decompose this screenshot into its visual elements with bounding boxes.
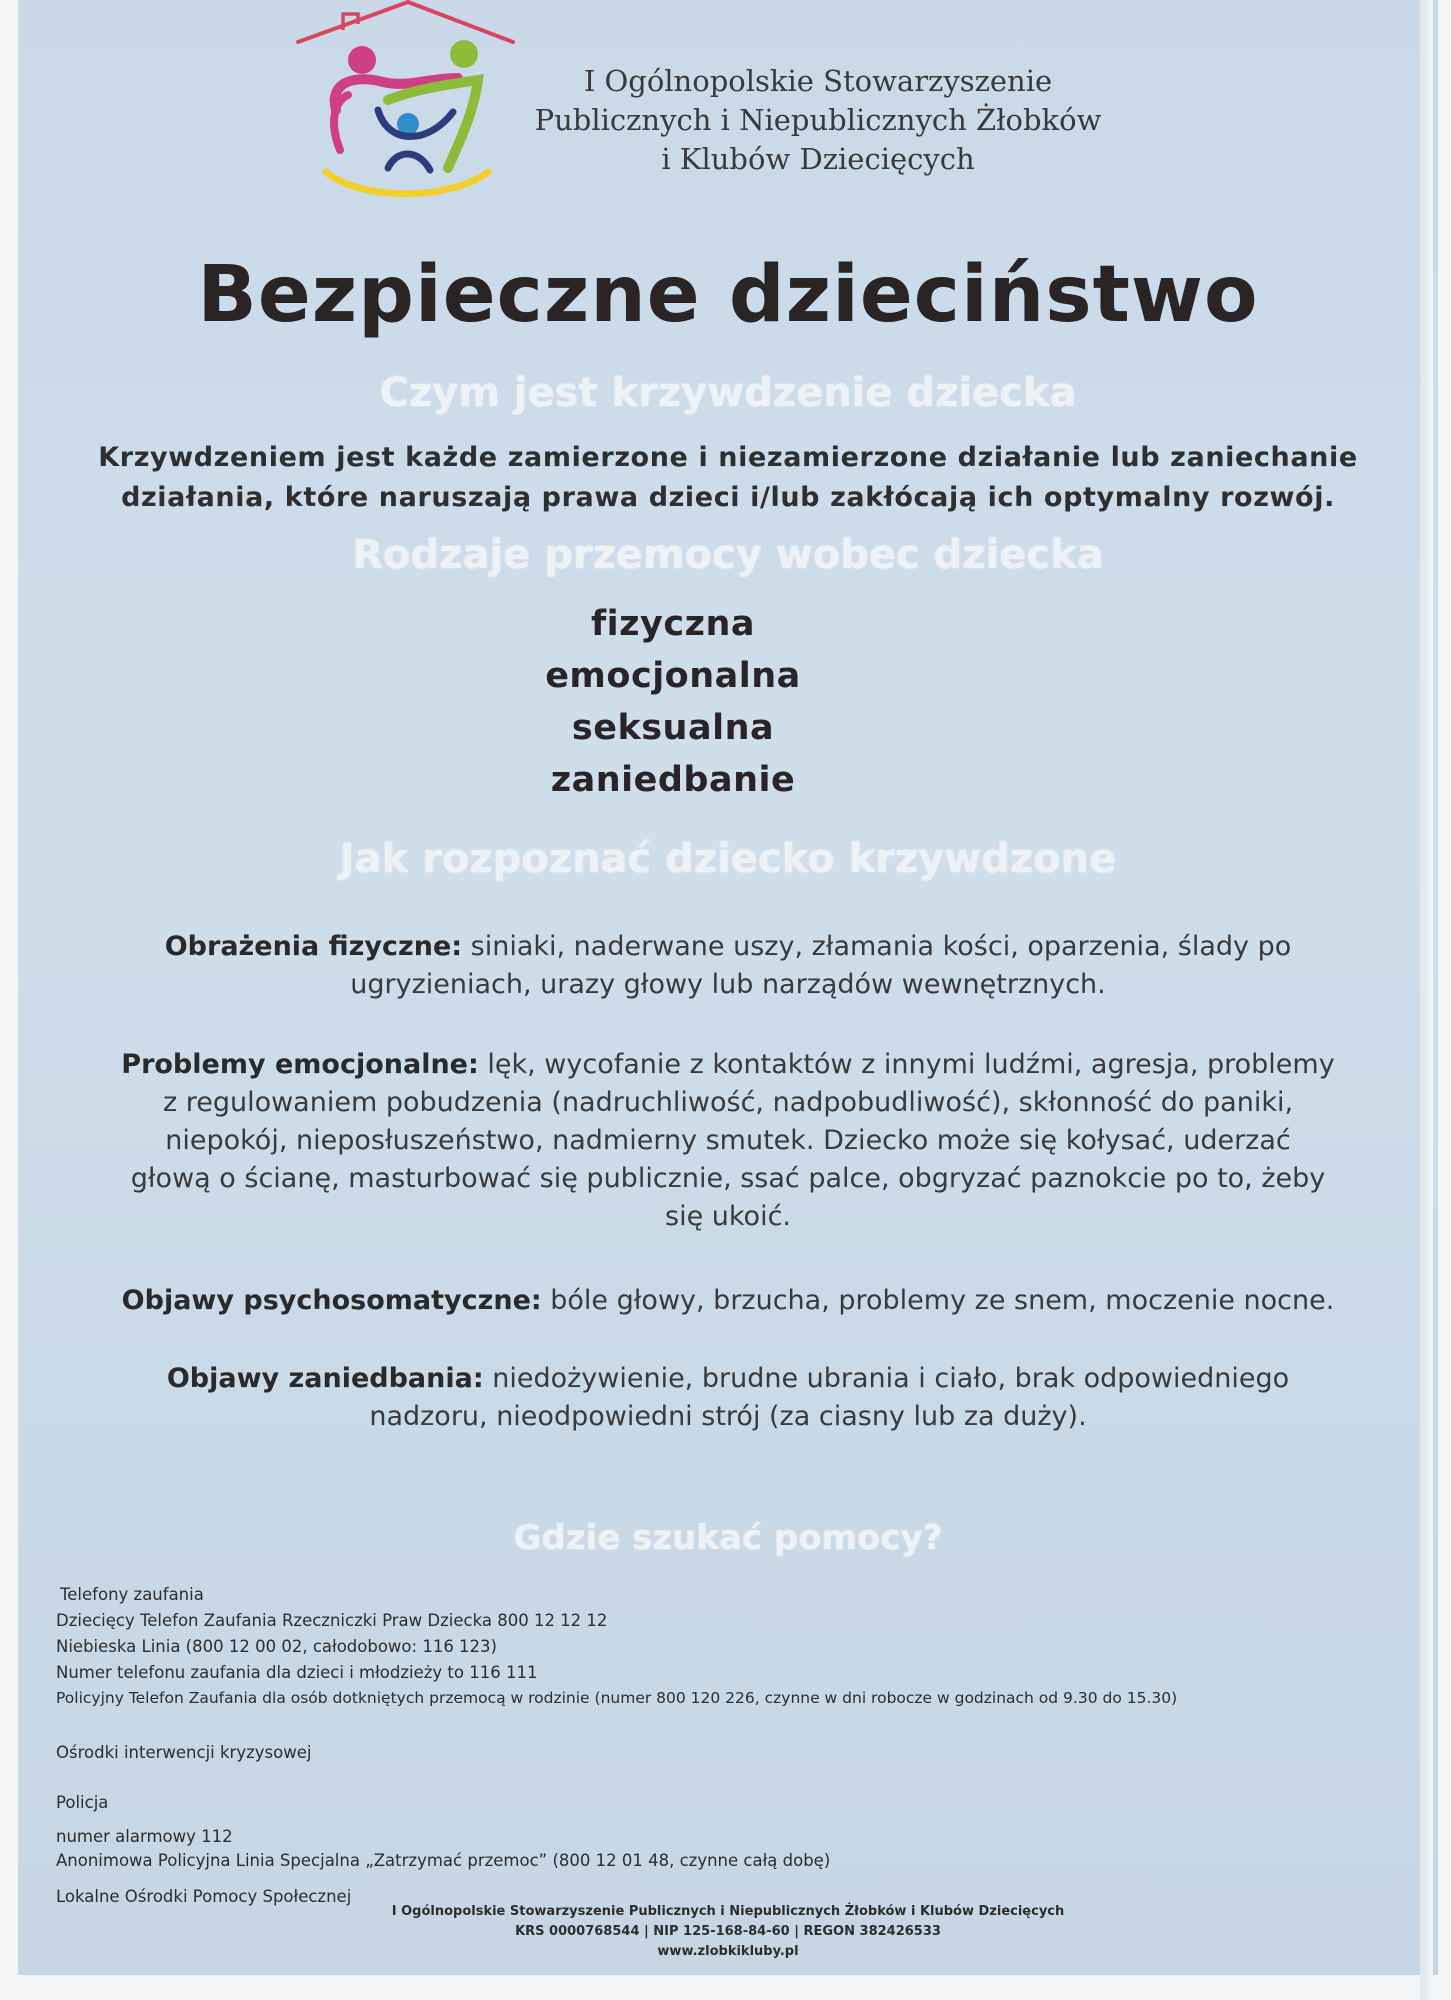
section-heading-types: Rodzaje przemocy wobec dziecka [352, 532, 1104, 578]
footer-website: www.zlobkikluby.pl [657, 1944, 799, 1959]
violence-types-list [18, 598, 1438, 806]
sign-text: lęk, wycofanie z kontaktów z innymi ludźmi, agresja, problemy [478, 1049, 1335, 1080]
sign-line [68, 1046, 1388, 1084]
violence-type-item: zaniedbanie [550, 760, 796, 800]
sign-line: głową o ścianę, masturbować się publicznie, ssać palce, obgryzać paznokcie po to, żeby [130, 1163, 1326, 1194]
section-heading-recognize: Jak rozpoznać dziecko krzywdzone [339, 836, 1117, 882]
sign-psychosomatic [68, 1282, 1388, 1320]
help-line: Numer telefonu zaufania dla dzieci i młodzieży to 116 111 [56, 1663, 538, 1682]
sign-line: z regulowaniem pobudzenia (nadruchliwość, nadpobudliwość), skłonność do paniki, [162, 1087, 1294, 1118]
org-line: i Klubów Dziecięcych [661, 142, 975, 176]
footer-ids: KRS 0000768544 | NIP 125-168-84-60 | REGON 382426533 [515, 1924, 941, 1939]
violence-type-item: fizyczna [590, 604, 756, 644]
org-line: Publicznych i Niepublicznych Żłobków [534, 103, 1102, 137]
sign-text: siniaki, naderwane uszy, złamania kości, oparzenia, ślady po [462, 931, 1292, 962]
sign-line: ugryzieniach, urazy głowy lub narządów wewnętrznych. [350, 969, 1106, 1000]
help-line: Policyjny Telefon Zaufania dla osób dotkniętych przemocą w rodzinie (numer 800 120 226, czynne w dni robocze w godzinach od 9.30 do 15.30) [56, 1689, 1178, 1707]
sign-line [68, 1282, 1388, 1320]
help-line: Ośrodki interwencji kryzysowej [56, 1743, 312, 1762]
sign-line: się ukoić. [665, 1201, 791, 1232]
sign-line [68, 928, 1388, 966]
help-line: Dziecięcy Telefon Zaufania Rzeczniczki Praw Dziecka 800 12 12 12 [56, 1611, 608, 1630]
sign-line: nadzoru, nieodpowiedni strój (za ciasny lub za duży). [369, 1401, 1087, 1432]
sign-physical [68, 928, 1388, 1004]
poster-sheet [18, 0, 1438, 1975]
organization-name [478, 62, 1158, 179]
sign-text: niedożywienie, brudne ubrania i ciało, brak odpowiedniego [483, 1363, 1290, 1394]
sign-label: Objawy psychosomatyczne: [121, 1285, 542, 1316]
footer-org: I Ogólnopolskie Stowarzyszenie Publicznych i Niepublicznych Żłobków i Klubów Dziecięcych [391, 1904, 1065, 1919]
help-line: Telefony zaufania [60, 1585, 204, 1604]
definition-line: Krzywdzeniem jest każde zamierzone i niezamierzone działanie lub zaniechanie [98, 442, 1358, 473]
violence-type-item: seksualna [571, 708, 775, 748]
definition-line: działania, które naruszają prawa dzieci i/lub zakłócają ich optymalny rozwój. [121, 482, 1335, 513]
org-line: I Ogólnopolskie Stowarzyszenie [583, 64, 1053, 98]
sign-label: Objawy zaniedbania: [166, 1363, 484, 1394]
help-line: Policja [56, 1793, 109, 1812]
sign-neglect [68, 1360, 1388, 1436]
help-line: numer alarmowy 112 [56, 1827, 233, 1846]
definition-text [78, 438, 1378, 518]
section-heading-what-is: Czym jest krzywdzenie dziecka [379, 370, 1077, 416]
page-edge [1420, 0, 1433, 2000]
help-line: Niebieska Linia (800 12 00 02, całodobowo: 116 123) [56, 1637, 497, 1656]
help-line: Lokalne Ośrodki Pomocy Społecznej [56, 1887, 352, 1906]
page-title: Bezpieczne dzieciństwo [197, 250, 1259, 340]
section-heading-help: Gdzie szukać pomocy? [513, 1518, 943, 1558]
help-line: Anonimowa Policyjna Linia Specjalna „Zatrzymać przemoc” (800 12 01 48, czynne całą dobę) [56, 1851, 831, 1870]
sign-line [68, 1360, 1388, 1398]
violence-type-item: emocjonalna [545, 656, 801, 696]
sign-emotional [68, 1046, 1388, 1236]
sign-line: niepokój, nieposłuszeństwo, nadmierny smutek. Dziecko może się kołysać, uderzać [165, 1125, 1291, 1156]
footer [18, 1902, 1438, 1962]
sign-label: Obrażenia fizyczne: [164, 931, 463, 962]
sign-label: Problemy emocjonalne: [121, 1049, 479, 1080]
sign-text: bóle głowy, brzucha, problemy ze snem, moczenie nocne. [541, 1285, 1335, 1316]
